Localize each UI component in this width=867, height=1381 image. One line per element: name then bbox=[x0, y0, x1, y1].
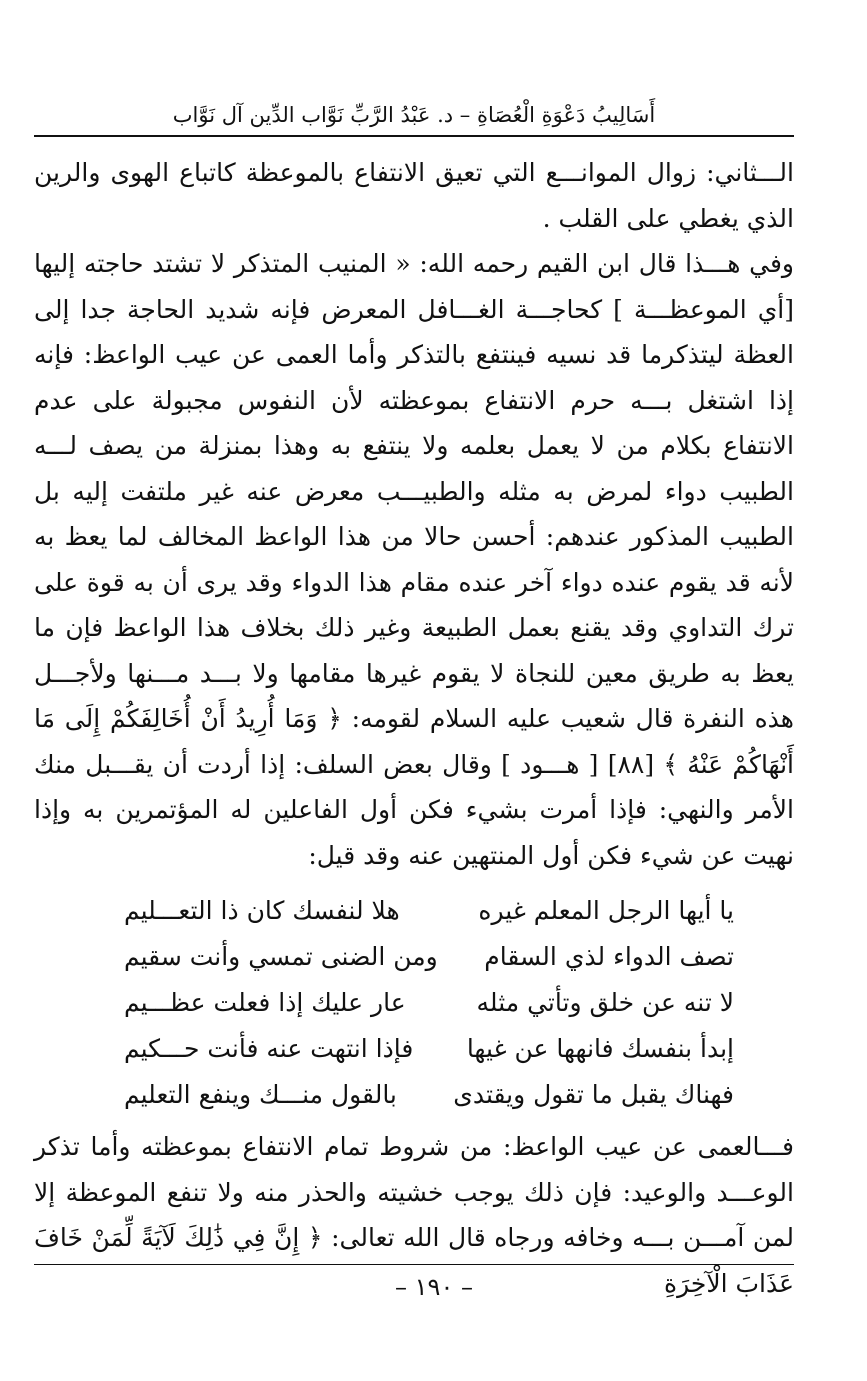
poem-verse bbox=[34, 1026, 794, 1072]
paragraph-ibn-qayyim-quote: وفي هـــذا قال ابن القيم رحمه الله: « المنيب المتذكر لا تشتد حاجته إليها [أي الموعظـــة ] كحاجـــة الغـــافل المعرض فإنه شديد الحاجة جدا إلى العظة ليتذكرما قد نسيه فينتفع بالتذكر وأما العمى عن عيب الواعظ: فإنه إذا اشتغل بـــه حرم الانتفاع بموعظته لأن النفوس مجبولة على عدم الانتفاع بكلام من لا يعمل بعلمه ولا ينتفع به وهذا بمنزلة من يصف لـــه الطبيب دواء لمرض به مثله والطبيـــب معرض عنه غير ملتفت إليه بل الطبيب المذكور عندهم: أحسن حالا من هذا الواعظ المخالف لما يعظ به لأنه قد يقوم عنده دواء آخر عنده مقام هذا الدواء وقد يرى أن به قوة على ترك التداوي وقد يقنع بعمل الطبيعة وغير ذلك بخلاف هذا الواعظ فإن ما يعظ به طريق معين للنجاة لا يقوم غيرها مقامها ولا بـــد مـــنها ولأجـــل هذه النفرة قال شعيب عليه السلام لقومه: ﴿ وَمَا أُرِيدُ أَنْ أُخَالِفَكُمْ إِلَى مَا أَنْهَاكُمْ عَنْهُ ﴾ [٨٨] [ هـــود ] وقال بعض السلف: إذا أردت أن يقـــبل منك الأمر والنهي: فإذا أمرت بشيء فكن أول الفاعلين له المؤتمرين به وإذا نهيت عن شيء فكن أول المنتهين عنه وقد قيل: bbox=[34, 249, 794, 870]
page-body bbox=[34, 150, 794, 1306]
verse-first-hemistich: إبدأ بنفسك فانهها عن غيها bbox=[466, 1034, 734, 1063]
verse-second-hemistich: عار عليك إذا فعلت عظـــيم bbox=[124, 988, 406, 1017]
verse-second-hemistich: هلا لنفسك كان ذا التعـــليم bbox=[124, 896, 400, 925]
verse-first-hemistich: فهناك يقبل ما تقول ويقتدى bbox=[453, 1080, 734, 1109]
verse-first-hemistich: تصف الدواء لذي السقام bbox=[484, 942, 734, 971]
verse-first-hemistich: لا تنه عن خلق وتأتي مثله bbox=[476, 988, 734, 1017]
page-number: – ١٩٠ – bbox=[395, 1273, 473, 1301]
verse-second-hemistich: بالقول منـــك وينفع التعليم bbox=[124, 1080, 397, 1109]
footer-divider bbox=[34, 1264, 794, 1265]
paragraph-promise-and-threat: فـــالعمى عن عيب الواعظ: من شروط تمام الانتفاع بموعظته وأما تذكر الوعـــد والوعيد: فإن ذلك يوجب خشيته والحذر منه ولا تنفع الموعظة إلا لمن آمـــن بـــه وخافه ورجاه قال الله تعالى: ﴿ إِنَّ فِي ذَٰلِكَ لَآيَةً لِّمَنْ خَافَ عَذَابَ الْآخِرَةِ bbox=[34, 1132, 794, 1298]
poem-verse bbox=[34, 934, 794, 980]
verse-first-hemistich: يا أيها الرجل المعلم غيره bbox=[478, 896, 734, 925]
running-header: أَسَالِيبُ دَعْوَةِ الْعُصَاةِ – د. عَبْدُ الرَّبِّ نَوَّاب الدِّين آل نَوَّاب bbox=[172, 103, 656, 127]
verse-second-hemistich: ومن الضنى تمسي وأنت سقيم bbox=[124, 942, 438, 971]
poem-verse bbox=[34, 888, 794, 934]
paragraph-second-condition: الـــثاني: زوال الموانـــع التي تعيق الانتفاع بالموعظة كاتباع الهوى والرين الذي يغطي على القلب . bbox=[34, 158, 794, 233]
header-divider bbox=[34, 135, 794, 137]
verse-second-hemistich: فإذا انتهت عنه فأنت حـــكيم bbox=[124, 1034, 414, 1063]
poem-verse bbox=[34, 980, 794, 1026]
poem-verse bbox=[34, 1072, 794, 1118]
poem bbox=[34, 888, 794, 1118]
